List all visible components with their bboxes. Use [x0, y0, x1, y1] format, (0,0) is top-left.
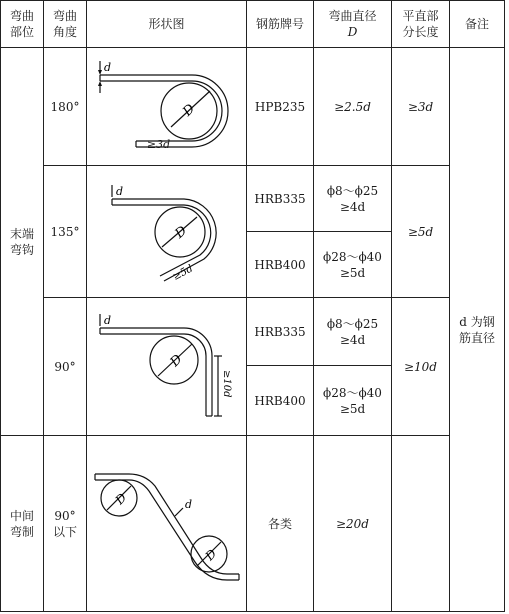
header-straight: 平直部 分长度 — [392, 1, 450, 48]
shape-mid-bend — [87, 436, 247, 612]
header-grade: 钢筋牌号 — [247, 1, 314, 48]
shape-90 — [87, 298, 247, 436]
grade-hpb235: HPB235 — [247, 48, 314, 166]
bar-d-label-135: d — [115, 184, 123, 198]
straight-mid-empty — [392, 436, 450, 612]
hook-180-figure — [92, 49, 242, 149]
part-end-hook: 末端 弯钩 — [1, 48, 44, 436]
length-label-135: ≥5d — [170, 262, 195, 283]
diameter-90-hrb400: ϕ28～ϕ40 ≥5d — [314, 366, 392, 436]
bend-D-label-mid-right: D — [202, 545, 219, 563]
diameter-135-hrb335: ϕ8～ϕ25 ≥4d — [314, 166, 392, 232]
header-diameter-label: 弯曲直径 — [328, 9, 377, 23]
hook-135-figure — [92, 177, 242, 287]
diameter-mid: ≥20d — [314, 436, 392, 612]
mid-bend-figure — [89, 454, 245, 594]
bend-D-label-180: D — [179, 100, 198, 119]
row-135-hrb335 — [1, 166, 505, 232]
straight-180: ≥3d — [392, 48, 450, 166]
bar-d-label-180: d — [103, 60, 111, 74]
diameter-135-hrb400: ϕ28～ϕ40 ≥5d — [314, 232, 392, 298]
grade-hrb335-90: HRB335 — [247, 298, 314, 366]
row-90-hrb335 — [1, 298, 505, 366]
bar-d-label-mid: d — [184, 497, 192, 511]
grade-hrb400-135: HRB400 — [247, 232, 314, 298]
header-diameter — [314, 1, 392, 48]
diameter-180: ≥2.5d — [314, 48, 392, 166]
header-remark: 备注 — [450, 1, 505, 48]
remark-cell: d 为钢 筋直径 — [450, 48, 505, 612]
part-mid-bend: 中间 弯制 — [1, 436, 44, 612]
grade-all: 各类 — [247, 436, 314, 612]
header-shape: 形状图 — [87, 1, 247, 48]
length-label-180: ≥3d — [146, 137, 171, 151]
header-diameter-symbol: D — [347, 25, 358, 39]
angle-90-below: 90° 以下 — [44, 436, 87, 612]
angle-135: 135° — [44, 166, 87, 298]
length-label-90: ≥10d — [220, 369, 232, 398]
shape-180 — [87, 48, 247, 166]
shape-135 — [87, 166, 247, 298]
row-mid-bend — [1, 436, 505, 612]
grade-hrb335-135: HRB335 — [247, 166, 314, 232]
diameter-90-hrb335: ϕ8～ϕ25 ≥4d — [314, 298, 392, 366]
straight-135: ≥5d — [392, 166, 450, 298]
bar-d-label-90: d — [103, 313, 111, 327]
grade-hrb400-90: HRB400 — [247, 366, 314, 436]
header-angle: 弯曲 角度 — [44, 1, 87, 48]
bend-D-label-90: D — [167, 351, 186, 370]
hook-90-figure — [92, 308, 242, 426]
row-180 — [1, 48, 505, 166]
angle-90: 90° — [44, 298, 87, 436]
angle-180: 180° — [44, 48, 87, 166]
bend-D-label-135: D — [171, 222, 190, 242]
header-part: 弯曲 部位 — [1, 1, 44, 48]
bend-D-label-mid-left: D — [112, 489, 129, 507]
header-row — [1, 1, 505, 48]
straight-90: ≥10d — [392, 298, 450, 436]
